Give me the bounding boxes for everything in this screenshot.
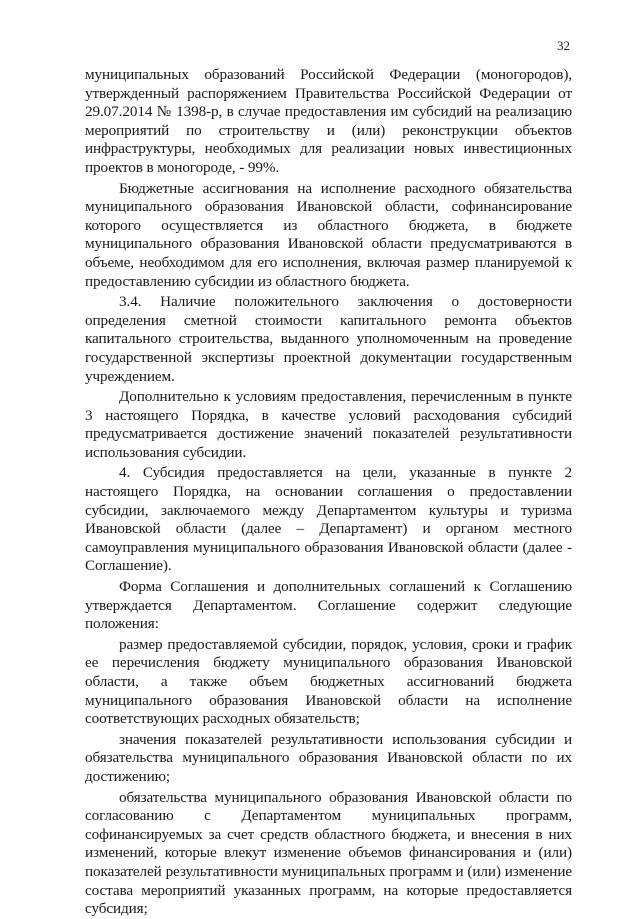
paragraph-indicator-values: значения показателей результативности использования субсидии и обязательства муниципального образования Ивановской области по их достижению; — [85, 730, 572, 785]
paragraph-budget-allocations: Бюджетные ассигнования на исполнение расходного обязательства муниципального образования Ивановской области, софинансирование которого осуществляется из областного бюджета, в бюджете муниципального образования Ивановской области предусматриваются в объеме, необходимом для его исполнения, включая размер планируемой к предоставлению субсидии из областного бюджета. — [85, 179, 572, 290]
paragraph-agreement-form: Форма Соглашения и дополнительных соглашений к Соглашению утверждается Департаментом. Соглашение содержит следующие положения: — [85, 578, 572, 633]
document-body — [85, 66, 572, 919]
paragraph-subsidy-size: размер предоставляемой субсидии, порядок, условия, сроки и график ее перечисления бюджету муниципального образования Ивановской области, а также объем бюджетных ассигнований бюджета муниципального образования Ивановской области на исполнение соответствующих расходных обязательств; — [85, 635, 572, 728]
paragraph-continuation: муниципальных образований Российской Федерации (моногородов), утвержденный распоряжением Правительства Российской Федерации от 29.07.2014 № 1398-р, в случае предоставления им субсидий на реализацию мероприятий по строительству и (или) реконструкции объектов инфраструктуры, необходимых для реализации новых инвестиционных проектов в моногороде, - 99%. — [85, 66, 572, 176]
paragraph-4: 4. Субсидия предоставляется на цели, указанные в пункте 2 настоящего Порядка, на основании соглашения о предоставлении субсидии, заключаемого между Департаментом культуры и туризма Ивановской области (далее – Департамент) и органом местного самоуправления муниципального образования Ивановской области (далее - Соглашение). — [85, 464, 572, 575]
paragraph-additional-conditions: Дополнительно к условиям предоставления, перечисленным в пункте 3 настоящего Порядка, в качестве условий расходования субсидий предусматривается достижение значений показателей результативности использования субсидии. — [85, 388, 572, 461]
paragraph-obligations: обязательства муниципального образования Ивановской области по согласованию с Департаментом муниципальных программ, софинансируемых за счет средств областного бюджета, и внесения в них изменений, которые влекут изменение объемов финансирования и (или) показателей результативности муниципальных программ и (или) изменение состава мероприятий указанных программ, на которые предоставляется субсидия; — [85, 788, 572, 918]
paragraph-3-4: 3.4. Наличие положительного заключения о достоверности определения сметной стоимости капитального ремонта объектов капитального строительства, выданного уполномоченным на проведение государственной экспертизы проектной документации государственным учреждением. — [85, 293, 572, 385]
page-number: 32 — [557, 38, 570, 53]
